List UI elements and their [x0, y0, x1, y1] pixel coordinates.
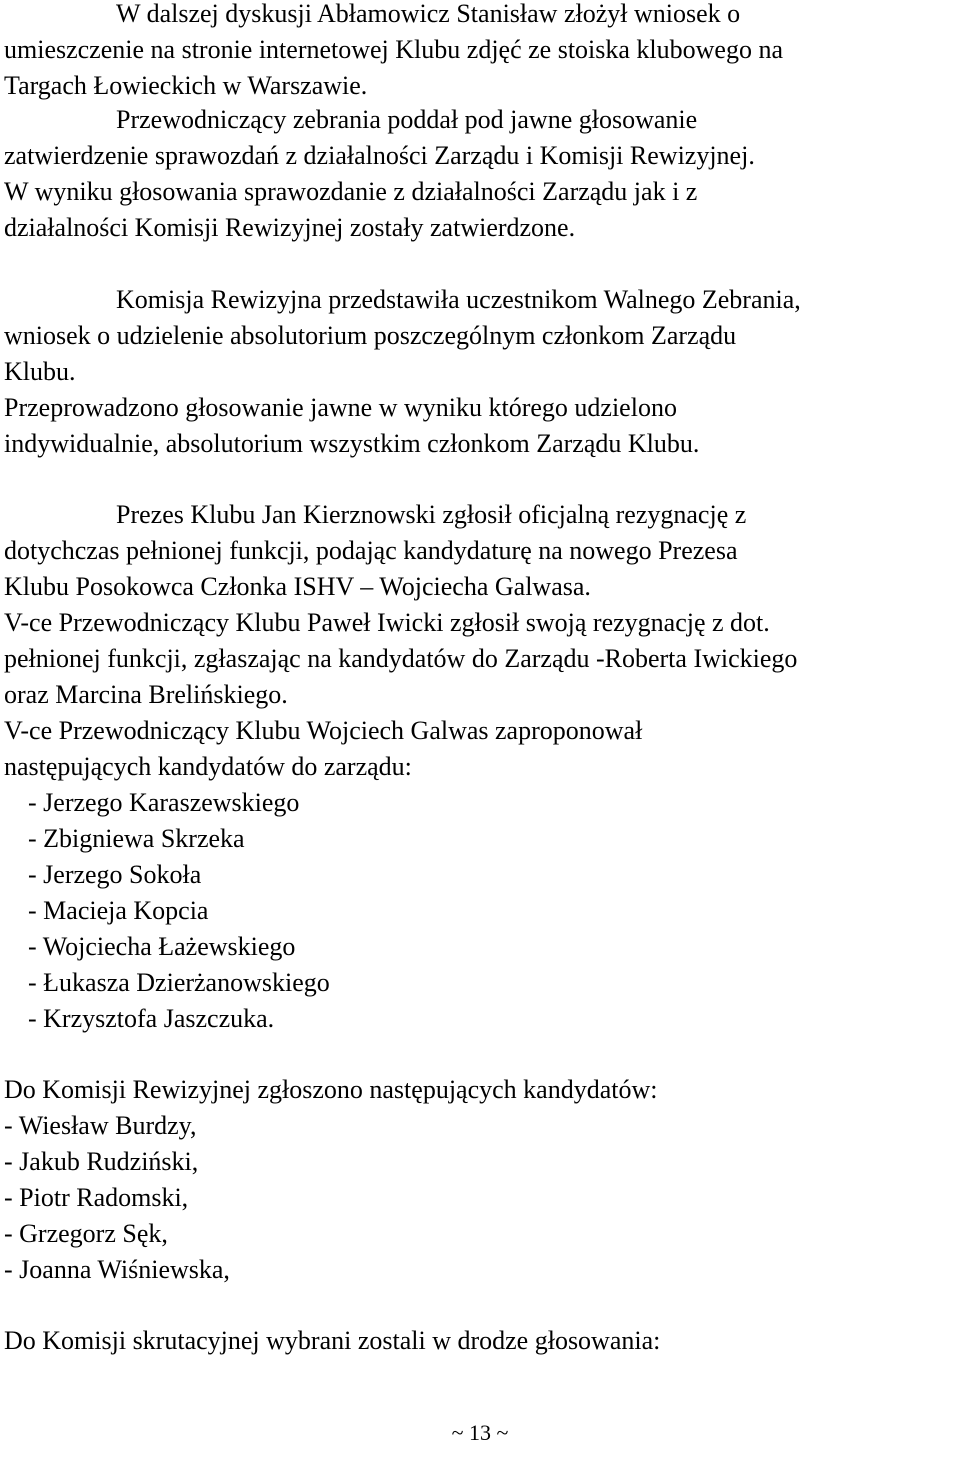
audit-candidate-5: - Joanna Wiśniewska, [4, 1255, 230, 1284]
board-candidate-4: - Macieja Kopcia [28, 896, 209, 925]
paragraph-3-line-2: wniosek o udzielenie absolutorium poszczególnym członkom Zarządu [4, 321, 737, 350]
board-candidate-3: - Jerzego Sokoła [28, 860, 202, 889]
paragraph-1-line-2: umieszczenie na stronie internetowej Klubu zdjęć ze stoiska klubowego na [4, 35, 784, 64]
paragraph-3-line-5: indywidualnie, absolutorium wszystkim członkom Zarządu Klubu. [4, 429, 700, 458]
paragraph-4-line-6: oraz Marcina Brelińskiego. [4, 680, 288, 709]
board-candidate-7: - Krzysztofa Jaszczuka. [28, 1004, 275, 1033]
page-number: ~ 13 ~ [451, 1420, 509, 1445]
paragraph-1-line-3: Targach Łowieckich w Warszawie. [4, 71, 368, 100]
paragraph-4-line-5: pełnionej funkcji, zgłaszając na kandydatów do Zarządu -Roberta Iwickiego [4, 644, 798, 673]
board-candidate-1: - Jerzego Karaszewskiego [28, 788, 300, 817]
paragraph-4-line-7: V-ce Przewodniczący Klubu Wojciech Galwas zaproponował [4, 716, 643, 745]
paragraph-1-line-1: W dalszej dyskusji Abłamowicz Stanisław złożył wniosek o [116, 0, 741, 28]
board-candidate-6: - Łukasza Dzierżanowskiego [28, 968, 330, 997]
paragraph-4-line-3: Klubu Posokowca Członka ISHV – Wojciecha Galwasa. [4, 572, 591, 601]
paragraph-2-line-4: działalności Komisji Rewizyjnej zostały zatwierdzone. [4, 213, 576, 242]
audit-committee-heading: Do Komisji Rewizyjnej zgłoszono następujących kandydatów: [4, 1075, 658, 1104]
paragraph-4-line-4: V-ce Przewodniczący Klubu Paweł Iwicki zgłosił swoją rezygnację z dot. [4, 608, 770, 637]
paragraph-4-line-8: następujących kandydatów do zarządu: [4, 752, 412, 781]
board-candidate-2: - Zbigniewa Skrzeka [28, 824, 245, 853]
paragraph-3-line-1: Komisja Rewizyjna przedstawiła uczestnikom Walnego Zebrania, [116, 285, 801, 314]
paragraph-3-line-3: Klubu. [4, 357, 76, 386]
paragraph-2-line-2: zatwierdzenie sprawozdań z działalności Zarządu i Komisji Rewizyjnej. [4, 141, 755, 170]
audit-candidate-3: - Piotr Radomski, [4, 1183, 189, 1212]
board-candidate-5: - Wojciecha Łażewskiego [28, 932, 296, 961]
audit-candidate-2: - Jakub Rudziński, [4, 1147, 199, 1176]
counting-committee-heading: Do Komisji skrutacyjnej wybrani zostali w drodze głosowania: [4, 1326, 661, 1355]
paragraph-2-line-1: Przewodniczący zebrania poddał pod jawne głosowanie [116, 105, 698, 134]
paragraph-4-line-2: dotychczas pełnionej funkcji, podając kandydaturę na nowego Prezesa [4, 536, 738, 565]
audit-candidate-4: - Grzegorz Sęk, [4, 1219, 168, 1248]
paragraph-2-line-3: W wyniku głosowania sprawozdanie z działalności Zarządu jak i z [4, 177, 698, 206]
paragraph-4-line-1: Prezes Klubu Jan Kierznowski zgłosił oficjalną rezygnację z [116, 500, 747, 529]
paragraph-3-line-4: Przeprowadzono głosowanie jawne w wyniku którego udzielono [4, 393, 677, 422]
audit-candidate-1: - Wiesław Burdzy, [4, 1111, 197, 1140]
